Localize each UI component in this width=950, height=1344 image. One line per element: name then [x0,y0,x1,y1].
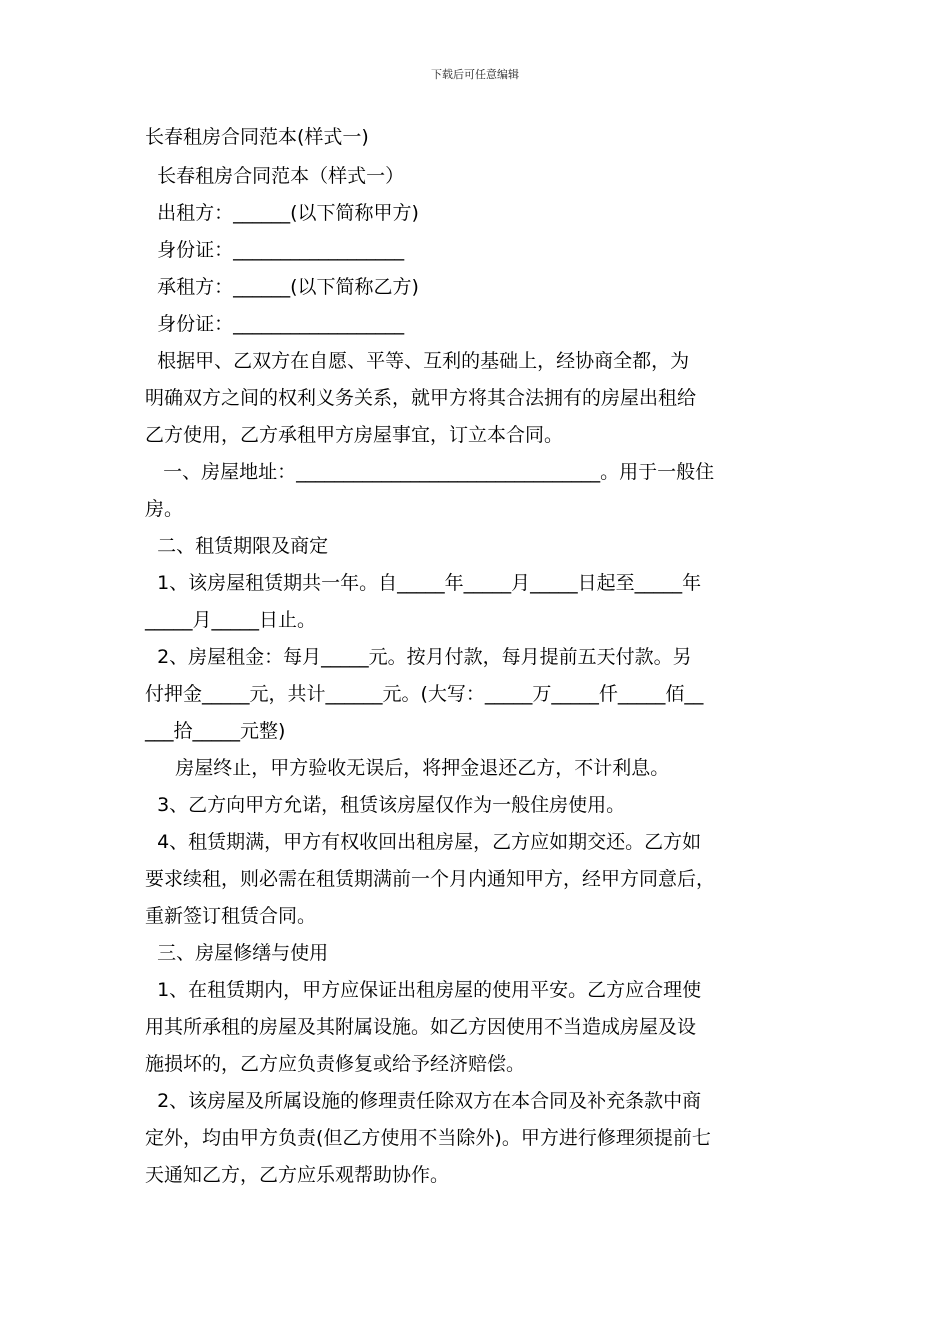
text-line: 三、房屋修缮与使用 [145,942,329,964]
text-line: 明确双方之间的权利义务关系，就甲方将其合法拥有的房屋出租给 [145,387,697,409]
header-note: 下载后可任意编辑 [431,68,519,81]
text-line: 重新签订租赁合同。 [145,905,317,927]
text-line: 用其所承租的房屋及其附属设施。如乙方因使用不当造成房屋及设 [145,1016,697,1038]
text-line: 2、该房屋及所属设施的修理责任除双方在本合同及补充条款中商 [145,1090,702,1112]
text-line: 3、乙方向甲方允诺，租赁该房屋仅作为一般住房使用。 [145,794,626,816]
document-body [145,158,813,1194]
text-line: 房。 [145,498,184,520]
text-line: 一、房屋地址：________________________________。用于一般住 [145,461,715,483]
text-line: 施损坏的，乙方应负责修复或给予经济赔偿。 [145,1053,526,1075]
text-line: 2、房屋租金：每月_____元。按月付款，每月提前五天付款。另 [145,646,692,668]
text-line: 1、该房屋租赁期共一年。自_____年_____月_____日起至_____年 [145,572,702,594]
text-line: 乙方使用，乙方承租甲方房屋事宜，订立本合同。 [145,424,564,446]
text-line: ___拾_____元整) [145,720,286,742]
text-line: 付押金_____元，共计______元。(大写：_____万_____仟_____佰__ [145,683,704,705]
text-line: 出租方：______(以下简称甲方) [145,202,419,224]
document-title: 长春租房合同范本(样式一) [145,126,369,148]
text-line: 身份证：__________________ [145,239,405,261]
text-line: 长春租房合同范本（样式一） [145,165,405,187]
text-line: 承租方：______(以下简称乙方) [145,276,419,298]
text-line: 1、在租赁期内，甲方应保证出租房屋的使用平安。乙方应合理使 [145,979,702,1001]
text-line: _____月_____日止。 [145,609,317,631]
text-line: 房屋终止，甲方验收无误后，将押金退还乙方，不计利息。 [145,757,670,779]
text-line: 天通知乙方，乙方应乐观帮助协作。 [145,1164,450,1186]
text-line: 4、租赁期满，甲方有权收回出租房屋，乙方应如期交还。乙方如 [145,831,702,853]
text-line: 根据甲、乙双方在自愿、平等、互利的基础上，经协商全都，为 [145,350,690,372]
text-line: 定外，均由甲方负责(但乙方使用不当除外)。甲方进行修理须提前七 [145,1127,711,1149]
text-line: 身份证：__________________ [145,313,405,335]
text-line: 要求续租，则必需在租赁期满前一个月内通知甲方，经甲方同意后， [145,868,716,890]
text-line: 二、租赁期限及商定 [145,535,329,557]
